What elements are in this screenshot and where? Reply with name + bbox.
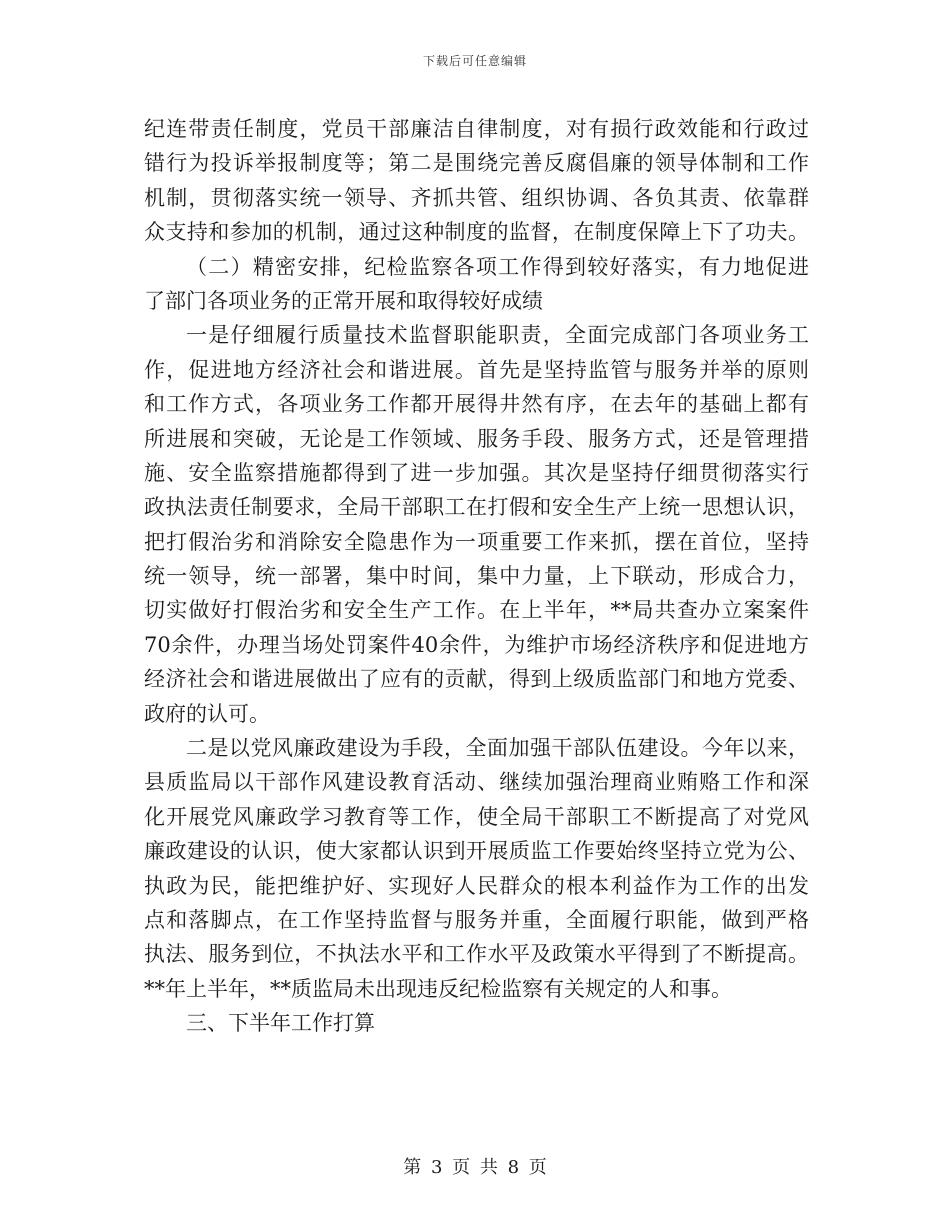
text-line: 众支持和参加的机制，通过这种制度的监督，在制度保障上下了功夫。 <box>144 220 809 245</box>
text-line: 作，促进地方经济社会和谐进展。首先是坚持监管与服务并举的原则 <box>144 357 809 382</box>
text-line: 点和落脚点，在工作坚持监督与服务并重，全面履行职能，做到严格 <box>144 907 809 932</box>
text-line: 化开展党风廉政学习教育等工作，使全局干部职工不断提高了对党风 <box>144 804 809 829</box>
page-number: 第 3 页 共 8 页 <box>403 1157 547 1178</box>
section-heading: 三、下半年工作打算 <box>186 1011 375 1036</box>
text-line: 执政为民，能把维护好、实现好人民群众的根本利益作为工作的出发 <box>144 873 809 898</box>
text-line: 政府的认可。 <box>144 701 270 726</box>
text-line: 错行为投诉举报制度等；第二是围绕完善反腐倡廉的领导体制和工作 <box>144 151 809 176</box>
text-line: 70余件，办理当场处罚案件40余件，为维护市场经济秩序和促进地方 <box>144 632 809 657</box>
text-line: 机制，贯彻落实统一领导、齐抓共管、组织协调、各负其责、依靠群 <box>144 185 809 210</box>
section-heading-cont: 了部门各项业务的正常开展和取得较好成绩 <box>144 288 543 313</box>
text-line: 经济社会和谐进展做出了应有的贡献，得到上级质监部门和地方党委、 <box>144 667 809 692</box>
section-heading: （二）精密安排，纪检监察各项工作得到较好落实，有力地促进 <box>186 254 809 279</box>
page-header-note: 下载后可任意编辑 <box>422 54 527 68</box>
text-line: 政执法责任制要求，全局干部职工在打假和安全生产上统一思想认识， <box>144 495 809 520</box>
text-line: 纪连带责任制度，党员干部廉洁自律制度，对有损行政效能和行政过 <box>144 117 809 141</box>
text-line: 县质监局以干部作风建设教育活动、继续加强治理商业贿赂工作和深 <box>144 770 809 795</box>
text-line: 把打假治劣和消除安全隐患作为一项重要工作来抓，摆在首位，坚持 <box>144 529 809 554</box>
text-line: 一是仔细履行质量技术监督职能职责，全面完成部门各项业务工 <box>186 323 809 348</box>
document-body <box>144 112 809 1041</box>
text-line: **年上半年，**质监局未出现违反纪检监察有关规定的人和事。 <box>144 976 732 1001</box>
text-line: 切实做好打假治劣和安全生产工作。在上半年，**局共查办立案案件 <box>144 598 809 623</box>
text-line: 所进展和突破，无论是工作领域、服务手段、服务方式，还是管理措 <box>144 426 809 451</box>
text-line: 二是以党风廉政建设为手段，全面加强干部队伍建设。今年以来， <box>186 736 809 761</box>
text-line: 执法、服务到位，不执法水平和工作水平及政策水平得到了不断提高。 <box>144 942 809 967</box>
text-line: 廉政建设的认识，使大家都认识到开展质监工作要始终坚持立党为公、 <box>144 839 809 864</box>
text-line: 统一领导，统一部署，集中时间，集中力量，上下联动，形成合力， <box>144 564 809 589</box>
text-line: 施、安全监察措施都得到了进一步加强。其次是坚持仔细贯彻落实行 <box>144 460 809 485</box>
text-line: 和工作方式，各项业务工作都开展得井然有序，在去年的基础上都有 <box>144 392 809 417</box>
